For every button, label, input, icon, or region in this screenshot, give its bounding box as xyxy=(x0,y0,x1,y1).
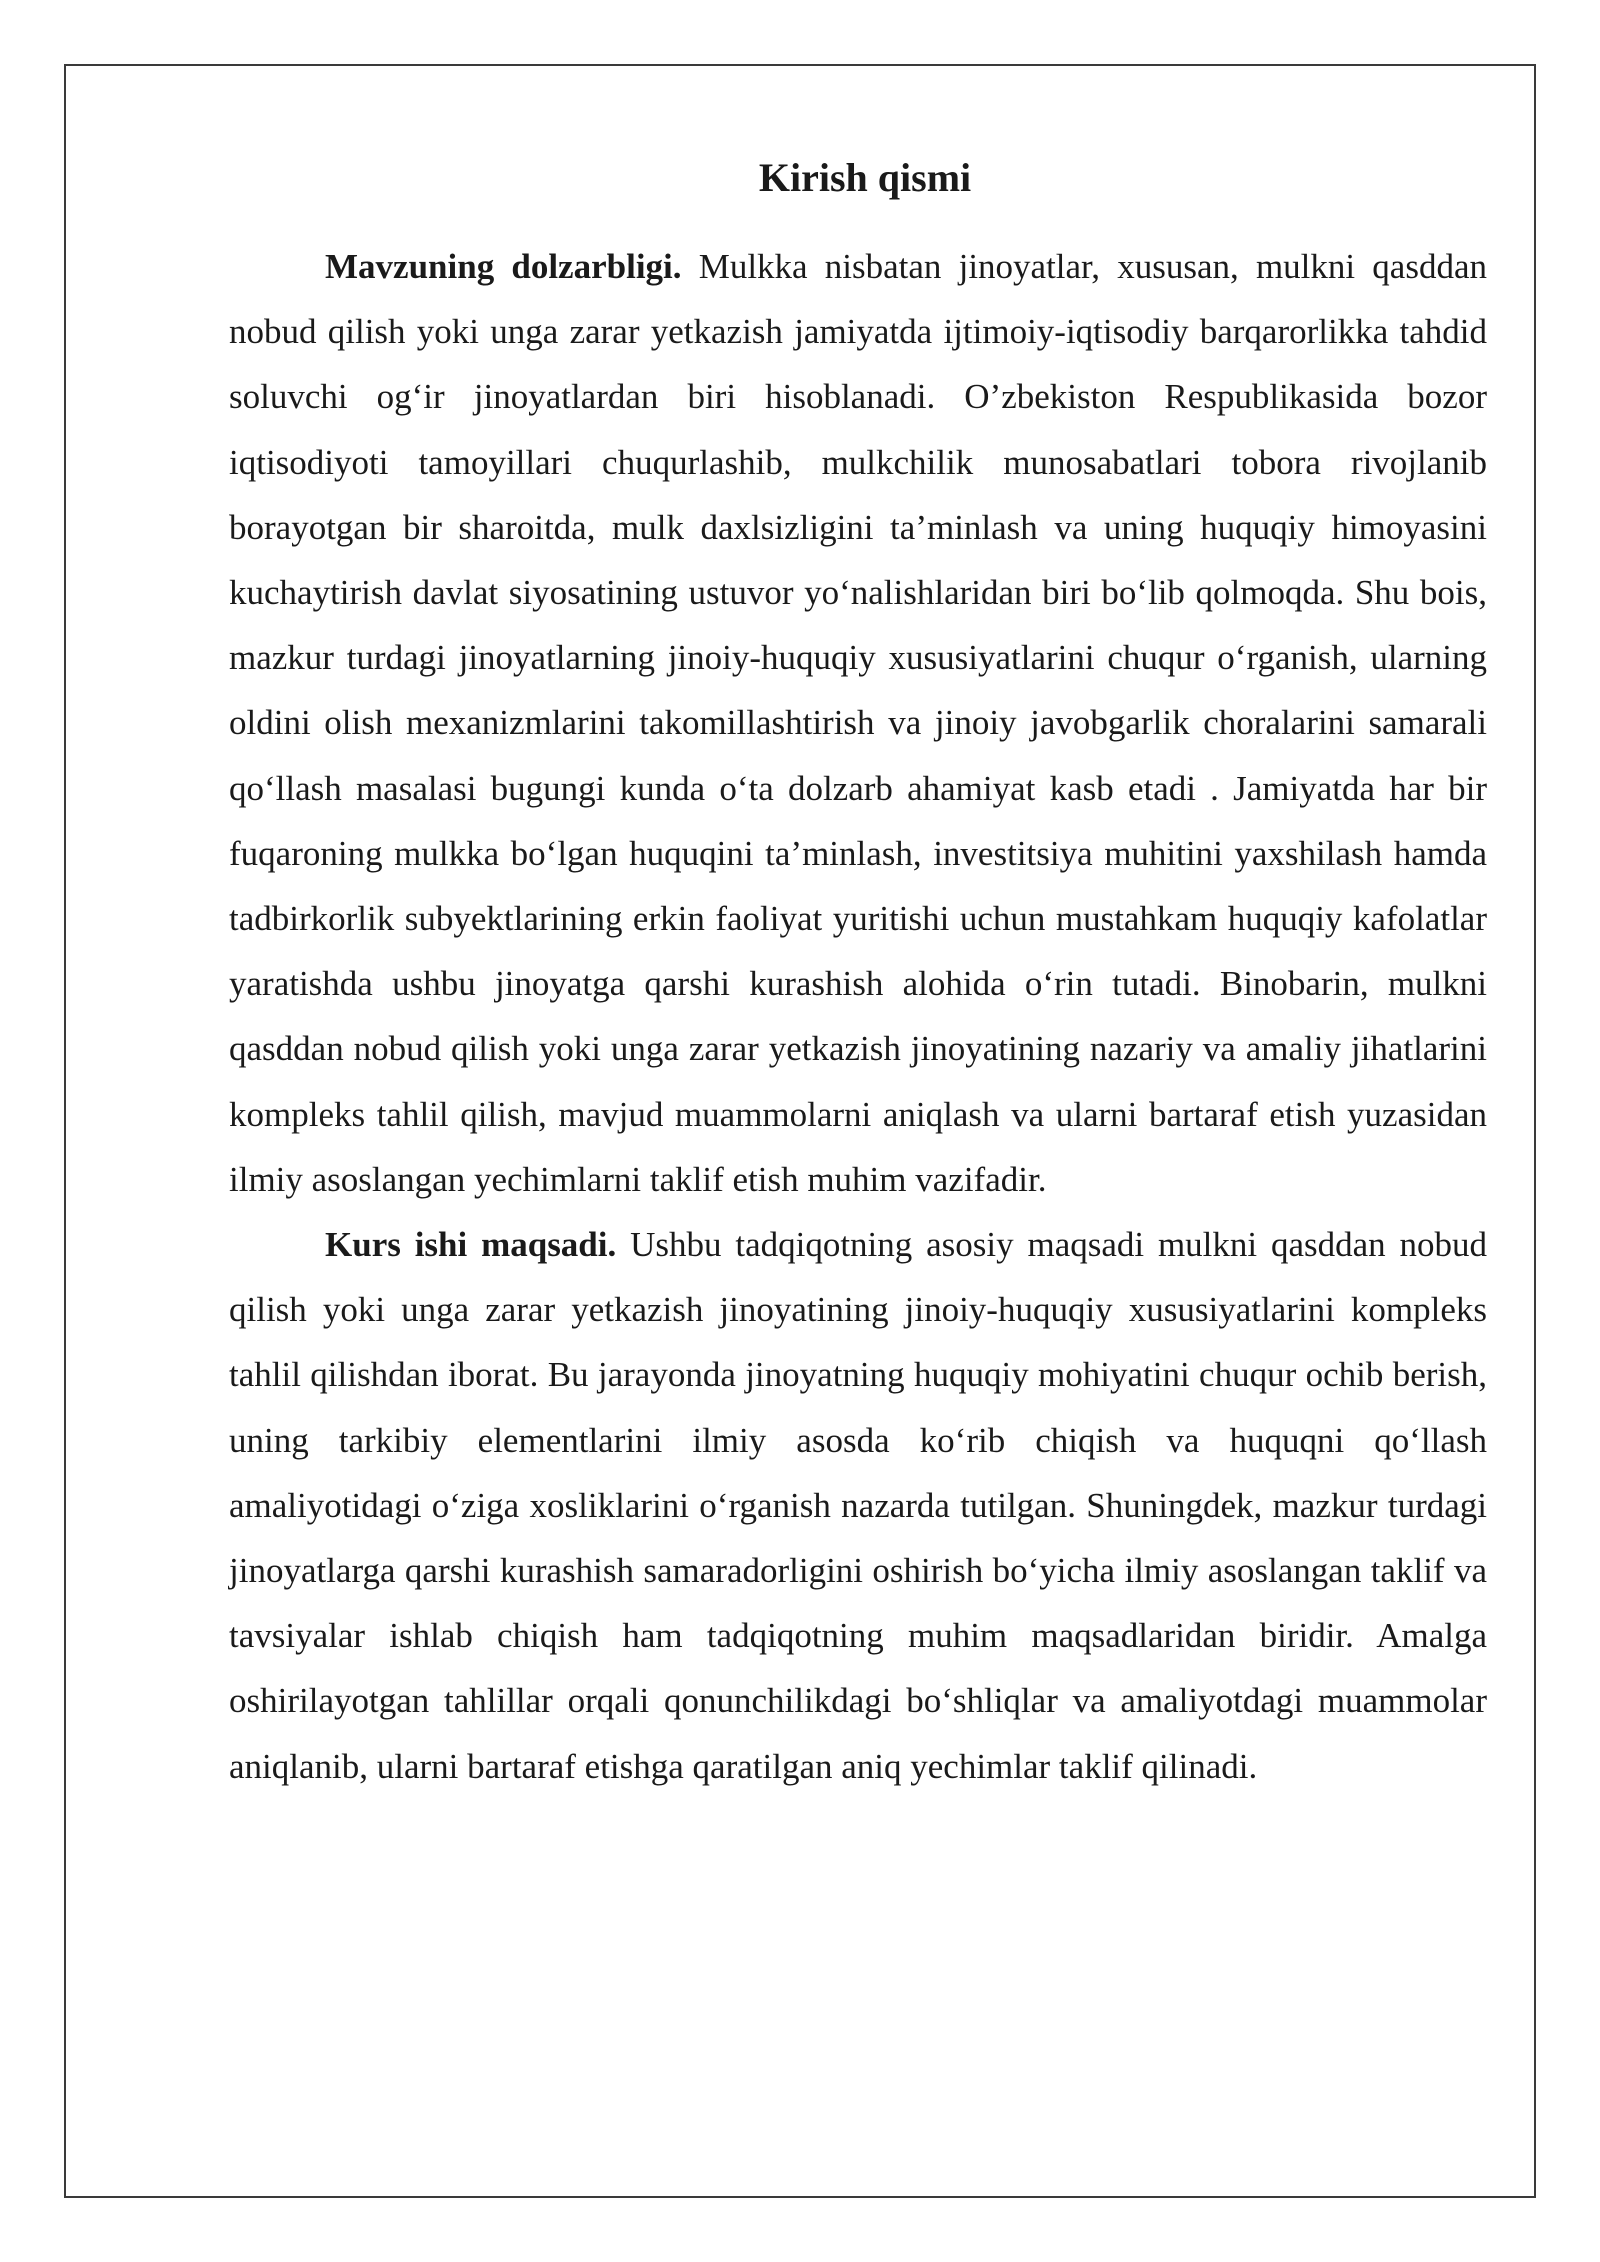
paragraph-text-goal: Ushbu tadqiqotning asosiy maqsadi mulkni qasddan nobud qilish yoki unga zarar yetkazish jinoyatining jinoiy-huquqiy xususiyatlarini kompleks tahlil qilishdan iborat. Bu jarayonda jinoyatning huquqiy mohiyatini chuqur ochib berish, uning tarkibiy elementlarini ilmiy asosda ko‘rib chiqish va huquqni qo‘llash amaliyotidagi o‘ziga xosliklarini o‘rganish nazarda tutilgan. Shuningdek, mazkur turdagi jinoyatlarga qarshi kurashish samaradorligini oshirish bo‘yicha ilmiy asoslangan taklif va tavsiyalar ishlab chiqish ham tadqiqotning muhim maqsadlaridan biridir. Amalga oshirilayotgan tahlillar orqali qonunchilikdagi bo‘shliqlar va amaliyotdagi muammolar aniqlanib, ularni bartaraf etishga qaratilgan aniq yechimlar taklif qilinadi. xyxy=(229,1225,1488,1786)
paragraph-text-relevance: Mulkka nisbatan jinoyatlar, xususan, mulkni qasddan nobud qilish yoki unga zarar yetkazish jamiyatda ijtimoiy-iqtisodiy barqarorlikka tahdid soluvchi og‘ir jinoyatlardan biri hisoblanadi. O’zbekiston Respublikasida bozor iqtisodiyoti tamoyillari chuqurlashib, mulkchilik munosabatlari tobora rivojlanib borayotgan bir sharoitda, mulk daxlsizligini ta’minlash va uning huquqiy himoyasini kuchaytirish davlat siyosatining ustuvor yo‘nalishlaridan biri bo‘lib qolmoqda. Shu bois, mazkur turdagi jinoyatlarning jinoiy-huquqiy xususiyatlarini chuqur o‘rganish, ularning oldini olish mexanizmlarini takomillashtirish va jinoiy javobgarlik choralarini samarali qo‘llash masalasi bugungi kunda o‘ta dolzarb ahamiyat kasb etadi . Jamiyatda har bir fuqaroning mulkka bo‘lgan huquqini ta’minlash, investitsiya muhitini yaxshilash hamda tadbirkorlik subyektlarining erkin faoliyat yuritishi uchun mustahkam huquqiy kafolatlar yaratishda ushbu jinoyatga qarshi kurashish alohida o‘rin tutadi. Binobarin, mulkni qasddan nobud qilish yoki unga zarar yetkazish jinoyatining nazariy va amaliy jihatlarini kompleks tahlil qilish, mavjud muammolarni aniqlash va ularni bartaraf etish yuzasidan ilmiy asoslangan yechimlarni taklif etish muhim vazifadir. xyxy=(229,247,1487,1199)
paragraph-heading-goal: Kurs ishi maqsadi. xyxy=(325,1225,617,1265)
page-title: Kirish qismi xyxy=(758,155,972,200)
paragraph-heading-relevance: Mavzuning dolzarbligi. xyxy=(325,247,682,286)
paragraph-goal xyxy=(229,1212,1487,1799)
paragraph-relevance xyxy=(229,234,1487,1212)
document-body xyxy=(229,152,1487,1799)
